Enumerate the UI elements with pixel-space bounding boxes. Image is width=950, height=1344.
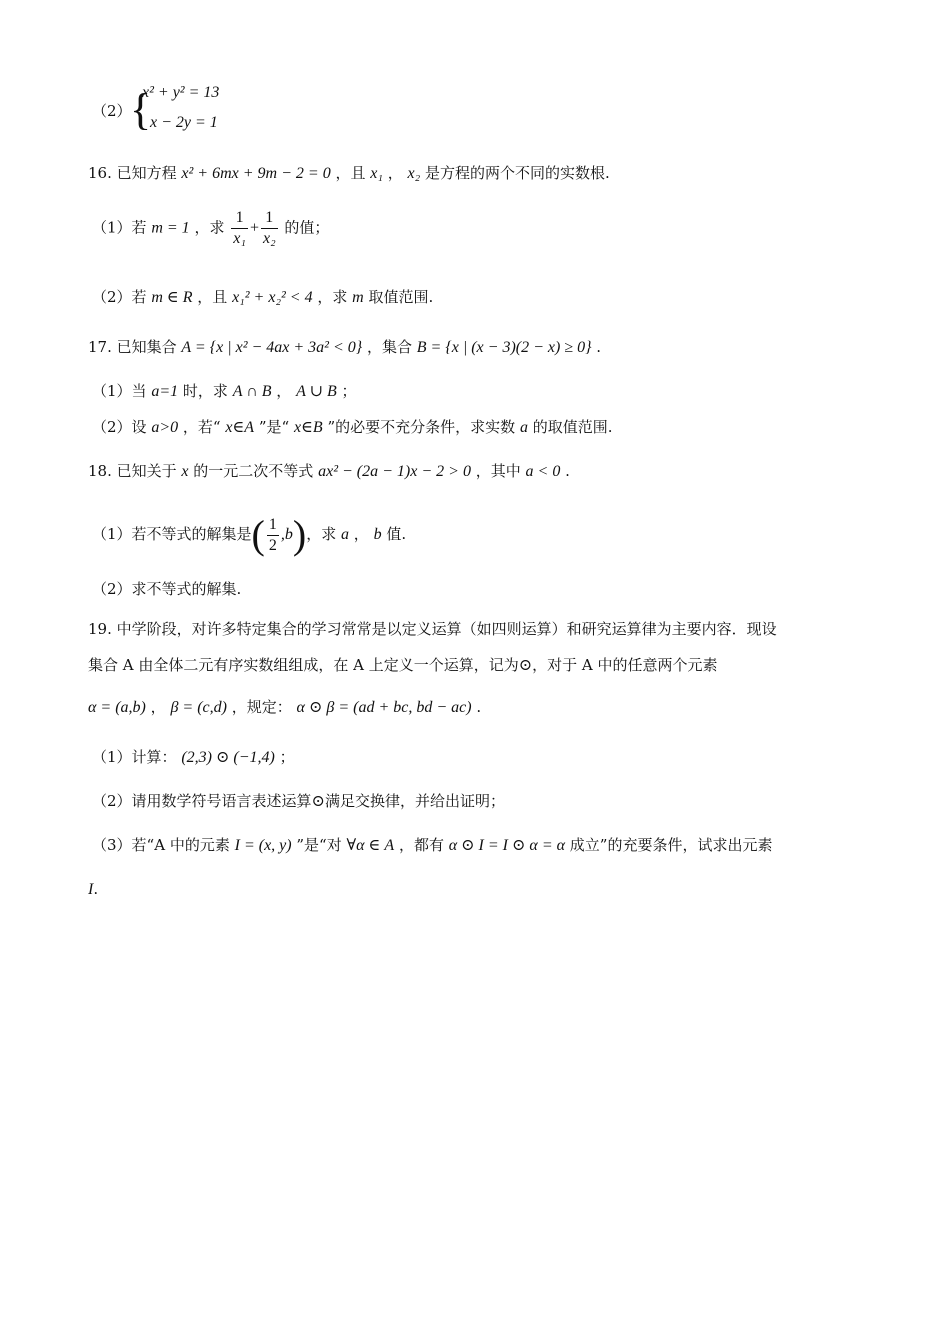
q18-p1-mid: ，求 xyxy=(306,525,337,543)
q17-stem-prefix: 17. 已知集合 xyxy=(88,338,177,356)
q17-p2-cond: a>0 xyxy=(151,419,179,436)
q19-p3-eq: α ⊙ I = I ⊙ α = α xyxy=(448,837,566,854)
q19-p2-suffix: 满足交换律，并给出证明； xyxy=(324,792,505,810)
q19-odot: ⊙ xyxy=(518,657,533,674)
q19-p3-mid2: ，都有 xyxy=(398,836,444,854)
q17-p1-end: ； xyxy=(341,382,357,400)
q19-rule: α ⊙ β = (ad + bc, bd − ac) xyxy=(296,699,472,716)
q19-rule-end: . xyxy=(476,698,482,716)
q19-line2 xyxy=(88,654,718,677)
q18-p1-bvar: b xyxy=(373,526,382,543)
q19-p3-last: I xyxy=(88,881,94,898)
q16-part1 xyxy=(92,208,329,249)
q15-eq2: x − 2y = 1 xyxy=(150,114,218,131)
q19-p1-prefix: （1）计算： xyxy=(92,748,177,766)
q16-x2: x₂ xyxy=(407,165,421,182)
q16-p1-mid: ，求 xyxy=(194,218,225,237)
q17-p2-var: a xyxy=(519,419,528,436)
q19-p3-forall: ∀α ∈ A xyxy=(346,837,395,854)
q16-x1: x₁ xyxy=(370,165,383,182)
q19-rule-prefix: ，规定： xyxy=(231,698,292,716)
q17-p1-sep: ， xyxy=(276,382,292,400)
q19-p3-mid: ”是“对 xyxy=(296,836,342,854)
q17-p2-xa: x∈A xyxy=(225,419,255,436)
q18-part1 xyxy=(92,514,406,556)
q16-p1-cond: m = 1 xyxy=(151,219,190,237)
q16-p2-prefix: （2）若 xyxy=(92,288,147,306)
q17-p2-mid3: ”的必要不充分条件，求实数 xyxy=(327,418,516,436)
q19-beta-def: β = (c,d) xyxy=(170,699,227,716)
q18-stem-end: . xyxy=(565,462,570,480)
q16-p2-mid2: ，求 xyxy=(317,288,348,306)
q19-part2 xyxy=(92,790,505,813)
q15-eq1: x² + y² = 13 xyxy=(142,84,220,101)
q18-lparen: ( xyxy=(251,512,265,557)
q17-p1-prefix: （1）当 xyxy=(92,382,147,400)
q17-stem-mid: ，集合 xyxy=(366,338,412,356)
q19-p3-end: . xyxy=(93,880,99,898)
q17-part1 xyxy=(92,380,357,403)
q18-rparen: ) xyxy=(292,512,307,557)
q17-stem xyxy=(88,336,601,359)
q18-p1-sep: ， xyxy=(353,525,369,543)
q17-p2-xb: x∈B xyxy=(293,419,323,436)
q18-p1-prefix: （1）若不等式的解集是 xyxy=(92,525,252,543)
q16-p2-cond: m ∈ R xyxy=(151,289,193,306)
q18-p1-a: a xyxy=(341,526,349,543)
q16-stem-suffix: 是方程的两个不同的实数根. xyxy=(424,164,610,182)
q17-setA: A = {x | x² − 4ax + 3a² < 0} xyxy=(181,339,363,356)
q17-p2-prefix: （2）设 xyxy=(92,418,147,436)
q19-p3-I: I = (x, y) xyxy=(234,837,292,854)
q19-part3-cont xyxy=(88,878,98,901)
q18-cond: a < 0 xyxy=(525,463,561,480)
q18-stem-prefix: 18. 已知关于 xyxy=(88,462,177,480)
q19-part1 xyxy=(92,746,295,769)
q19-sep: ， xyxy=(150,698,166,716)
q16-p2-suffix: 取值范围. xyxy=(368,288,434,306)
q19-p2-prefix: （2）请用数学符号语言表述运算 xyxy=(92,792,312,810)
q16-plus: + xyxy=(249,219,259,237)
q19-p3-prefix: （3）若“A 中的元素 xyxy=(92,836,230,854)
q17-p1-cond: a=1 xyxy=(151,383,179,400)
q19-p2-odot: ⊙ xyxy=(311,793,325,810)
q15-brace: { xyxy=(130,85,152,134)
q17-part2 xyxy=(92,416,613,439)
q18-stem-mid2: ，其中 xyxy=(475,462,521,480)
q18-part2: （2）求不等式的解集. xyxy=(92,580,242,598)
q17-p2-mid: ，若“ xyxy=(182,418,221,436)
q18-stem-mid: 的一元二次不等式 xyxy=(193,462,314,480)
q19-p1-expr: (2,3) ⊙ (−1,4) xyxy=(181,749,275,766)
q18-stem xyxy=(88,460,570,483)
q19-p1-end: ； xyxy=(279,748,295,766)
q18-inequality: ax² − (2a − 1)x − 2 > 0 xyxy=(318,463,471,480)
q18-frac: $\frac{1}{2}$ xyxy=(268,515,277,554)
q16-stem xyxy=(88,162,610,185)
q16-equation: x² + 6mx + 9m − 2 = 0 xyxy=(181,165,331,182)
q16-part2 xyxy=(92,286,433,309)
q18-p1-suffix: 值. xyxy=(386,525,407,543)
q17-p1-union: A ∪ B xyxy=(296,383,337,400)
q18-stem-var: x xyxy=(181,463,189,480)
q19-line3 xyxy=(88,696,481,719)
q16-p1-suffix: 的值； xyxy=(284,218,330,237)
q16-p2-ineq: x₁² + x₂² < 4 xyxy=(232,289,313,306)
q17-p2-mid2: ”是“ xyxy=(258,418,290,436)
q15-part2-label: （2） xyxy=(92,102,132,120)
q16-stem-mid: ，且 xyxy=(335,164,366,182)
q18-p1-b: ,b xyxy=(280,526,293,543)
q19-alpha-def: α = (a,b) xyxy=(88,699,146,716)
q19-part3 xyxy=(92,834,772,857)
q16-p2-mid: ，且 xyxy=(197,288,228,306)
q17-stem-end: . xyxy=(596,338,602,356)
q19-line1: 19. 中学阶段，对许多特定集合的学习常常是以定义运算（如四则运算）和研究运算律为主要内容．现设 xyxy=(88,620,777,638)
q16-frac2: $\frac{1}{\text{x₂}}$ xyxy=(262,209,276,247)
q19-p3-suffix: 成立”的充要条件，试求出元素 xyxy=(569,836,773,854)
q16-stem-prefix: 16. 已知方程 xyxy=(88,164,177,182)
q16-sep: ， xyxy=(387,164,403,182)
q16-p1-prefix: （1）若 xyxy=(92,218,147,237)
q17-p1-inter: A ∩ B xyxy=(232,383,272,400)
q17-p1-mid: 时，求 xyxy=(182,382,228,400)
q19-line2-prefix: 集合 A 由全体二元有序实数组组成，在 A 上定义一个运算，记为 xyxy=(88,656,519,674)
q16-frac1: $\frac{1}{\text{x₁}}$ xyxy=(233,209,246,247)
q17-p2-suffix: 的取值范围. xyxy=(532,418,613,436)
q17-setB: B = {x | (x − 3)(2 − x) ≥ 0} xyxy=(416,339,592,356)
q19-line2-suffix: ，对于 A 中的任意两个元素 xyxy=(532,656,718,674)
q16-p2-var: m xyxy=(352,289,364,306)
